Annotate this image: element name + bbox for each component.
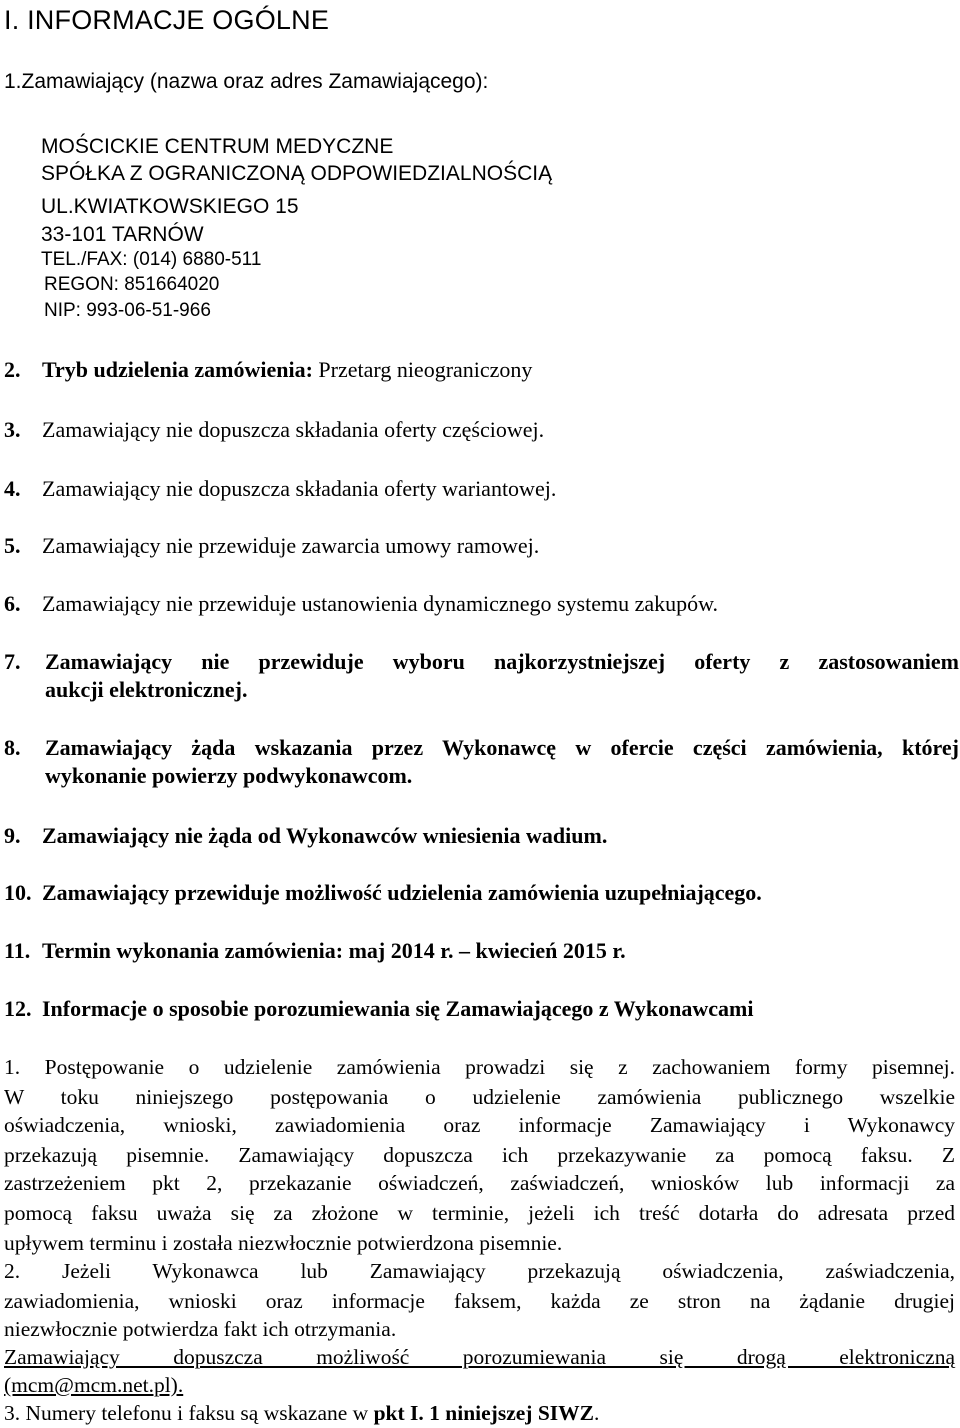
paragraph-line: oświadczenia, wnioski, zawiadomienia oraz informacje Zamawiający i Wykonawcy xyxy=(4,1113,955,1137)
paragraph-line: zawiadomienia, wnioski oraz informacje faksem, każda ze stron na żądanie drugiej xyxy=(4,1289,955,1313)
list-item-4 xyxy=(4,475,556,503)
list-item-6 xyxy=(4,590,718,618)
item-text-line-1: Zamawiający nie przewiduje wyboru najkorzystniejszej oferty z zastosowaniem xyxy=(45,649,959,674)
item-text: Termin wykonania zamówienia: maj 2014 r. xyxy=(42,938,459,963)
last-line-prefix: 3. Numery telefonu i faksu są wskazane w xyxy=(4,1401,374,1425)
item-value: Przetarg nieograniczony xyxy=(312,357,533,382)
item-text: Zamawiający nie przewiduje ustanowienia dynamicznego systemu zakupów. xyxy=(42,591,719,616)
list-item-12 xyxy=(4,995,754,1023)
last-line-reference: pkt I. 1 niniejszej SIWZ xyxy=(373,1401,594,1425)
address-line-city: 33-101 TARNÓW xyxy=(41,223,204,246)
paragraph-last-line xyxy=(4,1399,955,1427)
item-number: 6. xyxy=(4,591,21,616)
item-number: 8. xyxy=(4,735,21,760)
item-text: Zamawiający nie dopuszcza składania oferty częściowej. xyxy=(42,417,545,442)
address-line-regon: REGON: 851664020 xyxy=(44,274,220,295)
item-number: 5. xyxy=(4,533,21,558)
list-item-10 xyxy=(4,879,762,907)
item-number: 11. xyxy=(4,938,31,963)
section-1-title: 1.Zamawiający (nazwa oraz adres Zamawiającego): xyxy=(4,70,489,93)
paragraph-line-underlined: Zamawiający dopuszcza możliwość porozumiewania się drogą elektroniczną xyxy=(4,1345,955,1369)
item-number: 10. xyxy=(4,880,32,905)
last-line-suffix: . xyxy=(594,1401,600,1425)
item-text: Zamawiający przewiduje możliwość udzielenia zamówienia uzupełniającego. xyxy=(42,880,762,905)
list-item-9 xyxy=(4,822,607,850)
paragraph-line: niezwłocznie potwierdza fakt ich otrzymania. xyxy=(4,1317,397,1341)
item-text-line-2: wykonanie powierzy podwykonawcom. xyxy=(45,763,413,788)
item-label: Tryb udzielenia zamówienia: xyxy=(42,357,313,382)
item-number: 12. xyxy=(4,996,32,1021)
list-item-5 xyxy=(4,532,539,560)
paragraph-line: 2. Jeżeli Wykonawca lub Zamawiający przekazują oświadczenia, zaświadczenia, xyxy=(4,1259,955,1283)
paragraph-line: 1. Postępowanie o udzielenie zamówienia prowadzi się z zachowaniem formy pisemnej. xyxy=(4,1055,955,1079)
paragraph-line: pomocą faksu uważa się za złożone w terminie, jeżeli ich treść dotarła do adresata przed xyxy=(4,1201,955,1225)
item-text: Zamawiający nie przewiduje zawarcia umowy ramowej. xyxy=(42,533,540,558)
list-item-8 xyxy=(4,734,959,788)
item-text: Zamawiający nie żąda od Wykonawców wniesienia wadium. xyxy=(42,823,608,848)
item-text-line-1: Zamawiający żąda wskazania przez Wykonawcę w ofercie części zamówienia, której xyxy=(45,735,959,760)
address-line-name: MOŚCICKIE CENTRUM MEDYCZNE xyxy=(41,135,394,158)
email-address: (mcm@mcm.net.pl). xyxy=(4,1373,184,1397)
address-line-phone: TEL./FAX: (014) 6880-511 xyxy=(41,249,262,270)
item-number: 4. xyxy=(4,476,21,501)
item-text: Zamawiający nie dopuszcza składania oferty wariantowej. xyxy=(42,476,557,501)
item-text: Informacje o sposobie porozumiewania się Zamawiającego z Wykonawcami xyxy=(42,996,754,1021)
item-number: 2. xyxy=(4,357,21,382)
paragraph-line: przekazują pisemnie. Zamawiający dopuszcza ich przekazywanie za pomocą faksu. Z xyxy=(4,1143,955,1167)
item-number: 7. xyxy=(4,649,21,674)
item-text-line-2: aukcji elektronicznej. xyxy=(45,677,248,702)
list-item-11 xyxy=(4,937,626,965)
item-text-date-range: – kwiecień 2015 r. xyxy=(459,938,626,963)
address-line-nip: NIP: 993-06-51-966 xyxy=(44,300,211,321)
list-item-7 xyxy=(4,648,959,702)
section-heading: I. INFORMACJE OGÓLNE xyxy=(4,5,330,35)
item-number: 9. xyxy=(4,823,21,848)
item-number: 3. xyxy=(4,417,21,442)
list-item-2 xyxy=(4,356,532,384)
paragraph-line: W toku niniejszego postępowania o udzielenie zamówienia publicznego wszelkie xyxy=(4,1085,955,1109)
list-item-3 xyxy=(4,416,544,444)
address-line-company-type: SPÓŁKA Z OGRANICZONĄ ODPOWIEDZIALNOŚCIĄ xyxy=(41,162,553,185)
paragraph-line: upływem terminu i została niezwłocznie potwierdzona pisemnie. xyxy=(4,1231,563,1255)
paragraph-line: zastrzeżeniem pkt 2, przekazanie oświadczeń, zaświadczeń, wniosków lub informacji za xyxy=(4,1171,955,1195)
address-line-street: UL.KWIATKOWSKIEGO 15 xyxy=(41,195,299,218)
